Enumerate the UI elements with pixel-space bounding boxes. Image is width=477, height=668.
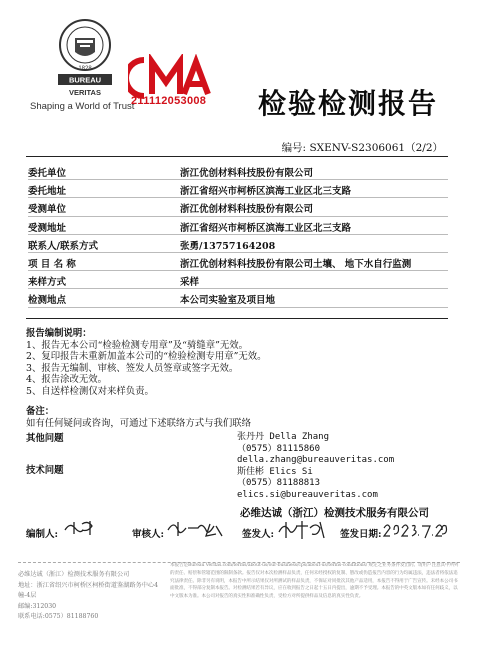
note-item: 4、报告涂改无效。 (26, 374, 107, 386)
issuer-signature (276, 518, 328, 542)
note-item: 1、报告无本公司“检验检测专用章”及“骑缝章”无效。 (26, 339, 249, 351)
footer-line: 幢-4层 (18, 592, 37, 599)
report-number-value: SXENV-S2306061（2/2） (309, 142, 443, 154)
cma-number: 211112053008 (131, 95, 207, 107)
info-row (28, 180, 448, 198)
contact-email[interactable]: della.zhang@bureauveritas.com (237, 455, 395, 465)
info-value: 张勇/13757164208 (180, 240, 276, 252)
info-value: 浙江优创材料科技股份有限公司 (180, 168, 314, 179)
footer-line: 邮编:312030 (18, 602, 57, 610)
info-value: 浙江优创材料科技股份有限公司土壤、 地下水自行监测 (180, 258, 412, 270)
info-value: 浙江优创材料科技股份有限公司 (180, 204, 314, 216)
info-row (28, 235, 448, 253)
info-value: 本公司实验室及项目地 (180, 295, 276, 307)
note-item: 3、报告无编制、审核、签发人员签章或签字无效。 (26, 362, 239, 374)
info-value: 浙江省绍兴市柯桥区滨海工业区北三支路 (180, 222, 352, 234)
bv-year: 1828 (78, 66, 92, 72)
info-key: 来样方式 (28, 277, 67, 289)
info-key: 受测地址 (28, 222, 67, 234)
editor-label: 编制人: (26, 529, 59, 540)
note-item: 2、复印报告未重新加盖本公司的“检验检测专用章”无效。 (26, 351, 267, 363)
info-key: 受测单位 (28, 204, 67, 216)
info-key: 委托单位 (28, 168, 67, 179)
contact-phone: （0575）81188813 (237, 478, 321, 488)
reviewer-signature (166, 518, 226, 540)
info-key: 联系人/联系方式 (28, 240, 98, 252)
info-row (28, 162, 448, 180)
remark-section (26, 406, 251, 429)
info-key: 项 目 名 称 (28, 258, 76, 270)
notes-heading: 报告编制说明： (26, 328, 92, 339)
contact-phone: （0575）81115860 (237, 443, 321, 454)
reviewer-label: 审核人: (132, 529, 165, 540)
section-divider (26, 318, 448, 319)
report-notes (26, 328, 267, 398)
footer-line: 必维达诚（浙江）检测技术服务有限公司 (18, 571, 130, 578)
footer-line: 联系电话:0575）81188760 (18, 613, 99, 620)
bureau-veritas-logo (56, 18, 114, 100)
note-item: 5、自送样检测仅对来样负责。 (26, 385, 154, 397)
info-key: 检测地点 (28, 295, 67, 307)
footer-company-info (18, 570, 168, 623)
company-name: 必维达诚（浙江）检测技术服务有限公司 (240, 507, 429, 519)
report-number-label: 编号: (281, 142, 307, 154)
info-row (28, 289, 448, 307)
info-row (28, 198, 448, 216)
footer-terms: 本报告是Bureau Veritas.com/terms/about-us/our-business/cps/about-us/terms-conditions/ 规定之业务条件发出的。请用户注意其中所列的责任、赔偿和管辖范围的限制条款。报告仅对本次检测样品负责，任何未经授权的复制、篡改或伪造报告内容的行为均属违法，违法者将依法追究法律责任。除非另有说明，本报告中所示结果仅对所测试的样品负责，不保证对同批次其他产品适用，本报告不得用于广告宣传。未经本公司书面批准，不得部分复制本报告。对检测结果若有异议，应在收到报告之日起十五日内提出，逾期不予受理。本报告的中英文版本如有任何歧义，以中文版本为准。本公司对报告的真实性和准确性负责，受检方对所提供样品及信息的真实性负责。 (170, 563, 459, 600)
info-table (28, 162, 448, 308)
editor-signature (62, 518, 100, 538)
info-value: 浙江省绍兴市柯桥区滨海工业区北三支路 (180, 186, 352, 198)
report-title: 检验检测报告 (258, 87, 439, 120)
info-key: 委托地址 (28, 186, 67, 198)
footer-line: 地址：浙江省绍兴市柯桥区柯桥街道鉴湖路务中心4 (18, 581, 159, 589)
header-divider (26, 156, 448, 157)
info-row (28, 271, 448, 289)
bv-name-2: VERITAS (69, 88, 101, 97)
contact-list (237, 432, 394, 501)
remark-text: 如有任何疑问或咨询，可通过下述联络方式与我们联络 (26, 417, 252, 429)
bv-tagline: Shaping a World of Trust (30, 101, 135, 112)
issuer-label: 签发人: (242, 529, 275, 540)
tech-questions-label: 技术问题 (26, 465, 64, 476)
report-number (282, 140, 443, 155)
other-questions-label: 其他问题 (26, 433, 64, 444)
remark-heading: 备注： (26, 406, 55, 417)
info-value: 采样 (180, 277, 200, 289)
bv-name: BUREAU (68, 75, 102, 85)
issue-date-label: 签发日期: (340, 529, 382, 540)
contact-email[interactable]: elics.si@bureauveritas.com (237, 489, 378, 500)
issue-date-handwritten (382, 518, 448, 540)
info-row (28, 253, 448, 271)
contact-name: 张丹丹 Della Zhang (237, 432, 330, 442)
contact-name: 斯佳彬 Elics Si (237, 466, 313, 477)
info-row (28, 217, 448, 235)
